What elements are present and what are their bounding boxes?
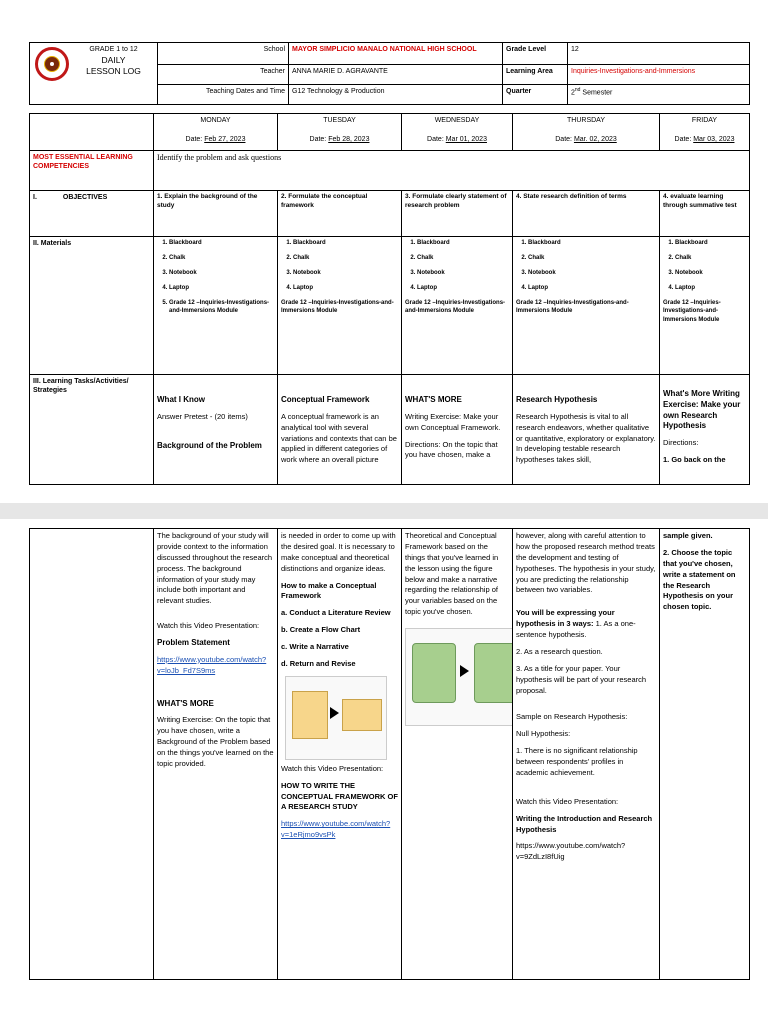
tasks-monday: What I Know Answer Pretest - (20 items) Background of the Problem [154,375,278,485]
teacher-value: ANNA MARIE D. AGRAVANTE [289,65,503,85]
monday-video-link[interactable]: https://www.youtube.com/watch?v=loJb_Fd7S9ms [157,654,267,675]
objective-friday: 4. evaluate learning through summative test [660,191,750,237]
objective-tuesday: 2. Formulate the conceptual framework [278,191,402,237]
day-tuesday: TUESDAY Date: Feb 28, 2023 [278,114,402,151]
framework-template-figure [405,628,513,726]
materials-thursday: 1. Blackboard 2. Chalk 3. Notebook 4. Laptop Grade 12 –Inquiries-Investigations-and-Immersions Module [513,237,660,375]
materials-monday: 1. Blackboard 2. Chalk 3. Notebook 4. Laptop 5. Grade 12 –Inquiries-Investigations-and-Immersions Module [154,237,278,375]
conceptual-framework-figure [285,676,387,760]
school-label: School [158,43,289,65]
school-seal-logo [35,47,69,81]
learning-area-value: Inquiries-Investigations-and-Immersions [568,65,750,85]
materials-wednesday: 1. Blackboard 2. Chalk 3. Notebook 4. Laptop Grade 12 –Inquiries-Investigations-and-Immersions Module [402,237,513,375]
materials-friday: 1. Blackboard 2. Chalk 3. Notebook 4. Laptop Grade 12 –Inquiries-Investigations-and-Immersions Module [660,237,750,375]
corner-cell [30,114,154,151]
quarter-label: Quarter [503,85,568,105]
lesson-table [29,113,750,485]
competencies-text: Identify the problem and ask questions [154,151,750,191]
tasks-label: III. Learning Tasks/Activities/ Strategies [30,375,154,485]
objective-monday: 1. Explain the background of the study [154,191,278,237]
tasks-thursday: Research Hypothesis Research Hypothesis is vital to all research endeavors, whether qualitative or quantitative, exploratory or explanatory. In developing testable research hypotheses takes skill, [513,375,660,485]
day-monday: MONDAY Date: Feb 27, 2023 [154,114,278,151]
tasks-wednesday-continued: Theoretical and Conceptual Framework based on the things that you've learned in the lesson using the figure below and make a narrative regarding the relationship of your variables based on the topic you've chosen. [402,529,513,980]
log-title: DAILY LESSON LOG [86,55,141,77]
dates-value: G12 Technology & Production [289,85,503,105]
title-block [30,43,158,105]
materials-tuesday: 1. Blackboard 2. Chalk 3. Notebook 4. Laptop Grade 12 –Inquiries-Investigations-and-Immersions Module [278,237,402,375]
tasks-thursday-continued: however, along with careful attention to how the proposed research method treats the development and testing of hypotheses. The hypothesis in your study, you are predicting the relationship between two variables. You will be expressing your hypothesis in 3 ways: 1. As a one-sentence hypothesis. 2. As a research question. 3. As a title for your paper. Your hypothesis will be part of your research proposal. Sample on Research Hypothesis: Null Hypothesis: 1. There is no significant relationship between respondents' profiles in academic achievement. Watch this Video Presentation: Writing the Introduction and Research Hypothesis https://www.youtube.com/watch?v=9ZdLzI8fUig [513,529,660,980]
tasks-friday-continued: sample given. 2. Choose the topic that you've chosen, write a statement on the Research Hypothesis on your chosen topic. [660,529,750,980]
objective-wednesday: 3. Formulate clearly statement of research problem [402,191,513,237]
school-value: MAYOR SIMPLICIO MANALO NATIONAL HIGH SCHOOL [289,43,503,65]
objective-thursday: 4. State research definition of terms [513,191,660,237]
quarter-value: 2nd Semester [568,85,750,105]
thursday-video-link[interactable]: https://www.youtube.com/watch?v=9ZdLzI8fUig [516,841,626,862]
grade-level-value: 12 [568,43,750,65]
competencies-label: MOST ESSENTIAL LEARNING COMPETENCIES [30,151,154,191]
grade-range: GRADE 1 to 12 [89,46,138,53]
day-thursday: THURSDAY Date: Mar. 02, 2023 [513,114,660,151]
lesson-table-continued [29,528,750,980]
page-separator [0,503,768,519]
tasks-tuesday: Conceptual Framework A conceptual framework is an analytical tool with several variations and contexts that can be applied in different categories of work where an overall picture [278,375,402,485]
day-wednesday: WEDNESDAY Date: Mar 01, 2023 [402,114,513,151]
tasks-tuesday-continued: is needed in order to come up with the desired goal. It is necessary to make conceptual and theoretical distinctions and organize ideas. How to make a Conceptual Framework a. Conduct a Literature Review b. Create a Flow Chart c. Write a Narrative d. Return and Revise Watch this Video Presentation: HOW TO WRITE THE CONCEPTUAL FRAMEWORK OF A RESEARCH STUDY https://www.youtube.com/watch?v=1eRjmo9vsPk [278,529,402,980]
objectives-label: I. OBJECTIVES [30,191,154,237]
materials-label: II. Materials [30,237,154,375]
header-table [29,42,750,105]
tasks-wednesday: WHAT'S MORE Writing Exercise: Make your own Conceptual Framework. Directions: On the topic that you have chosen, make a [402,375,513,485]
tasks-label-continued [30,529,154,980]
lesson-log-page-1 [29,42,749,485]
tasks-monday-continued: The background of your study will provide context to the information discussed throughout the research process. The background information of your study may include both important and relevant studies. Watch this Video Presentation: Problem Statement https://www.youtube.com/watch?v=loJb_Fd7S9ms WHAT'S MORE Writing Exercise: On the topic that you have chosen, write a Background of the Problem based on the things you've learned on the topic provided. [154,529,278,980]
teacher-label: Teacher [158,65,289,85]
tasks-friday: What's More Writing Exercise: Make your own Research Hypothesis Directions: 1. Go back on the [660,375,750,485]
tuesday-video-link[interactable]: https://www.youtube.com/watch?v=1eRjmo9vsPk [281,819,391,840]
day-friday: FRIDAY Date: Mar 03, 2023 [660,114,750,151]
lesson-log-page-2 [29,528,749,980]
learning-area-label: Learning Area [503,65,568,85]
dates-label: Teaching Dates and Time [158,85,289,105]
grade-level-label: Grade Level [503,43,568,65]
